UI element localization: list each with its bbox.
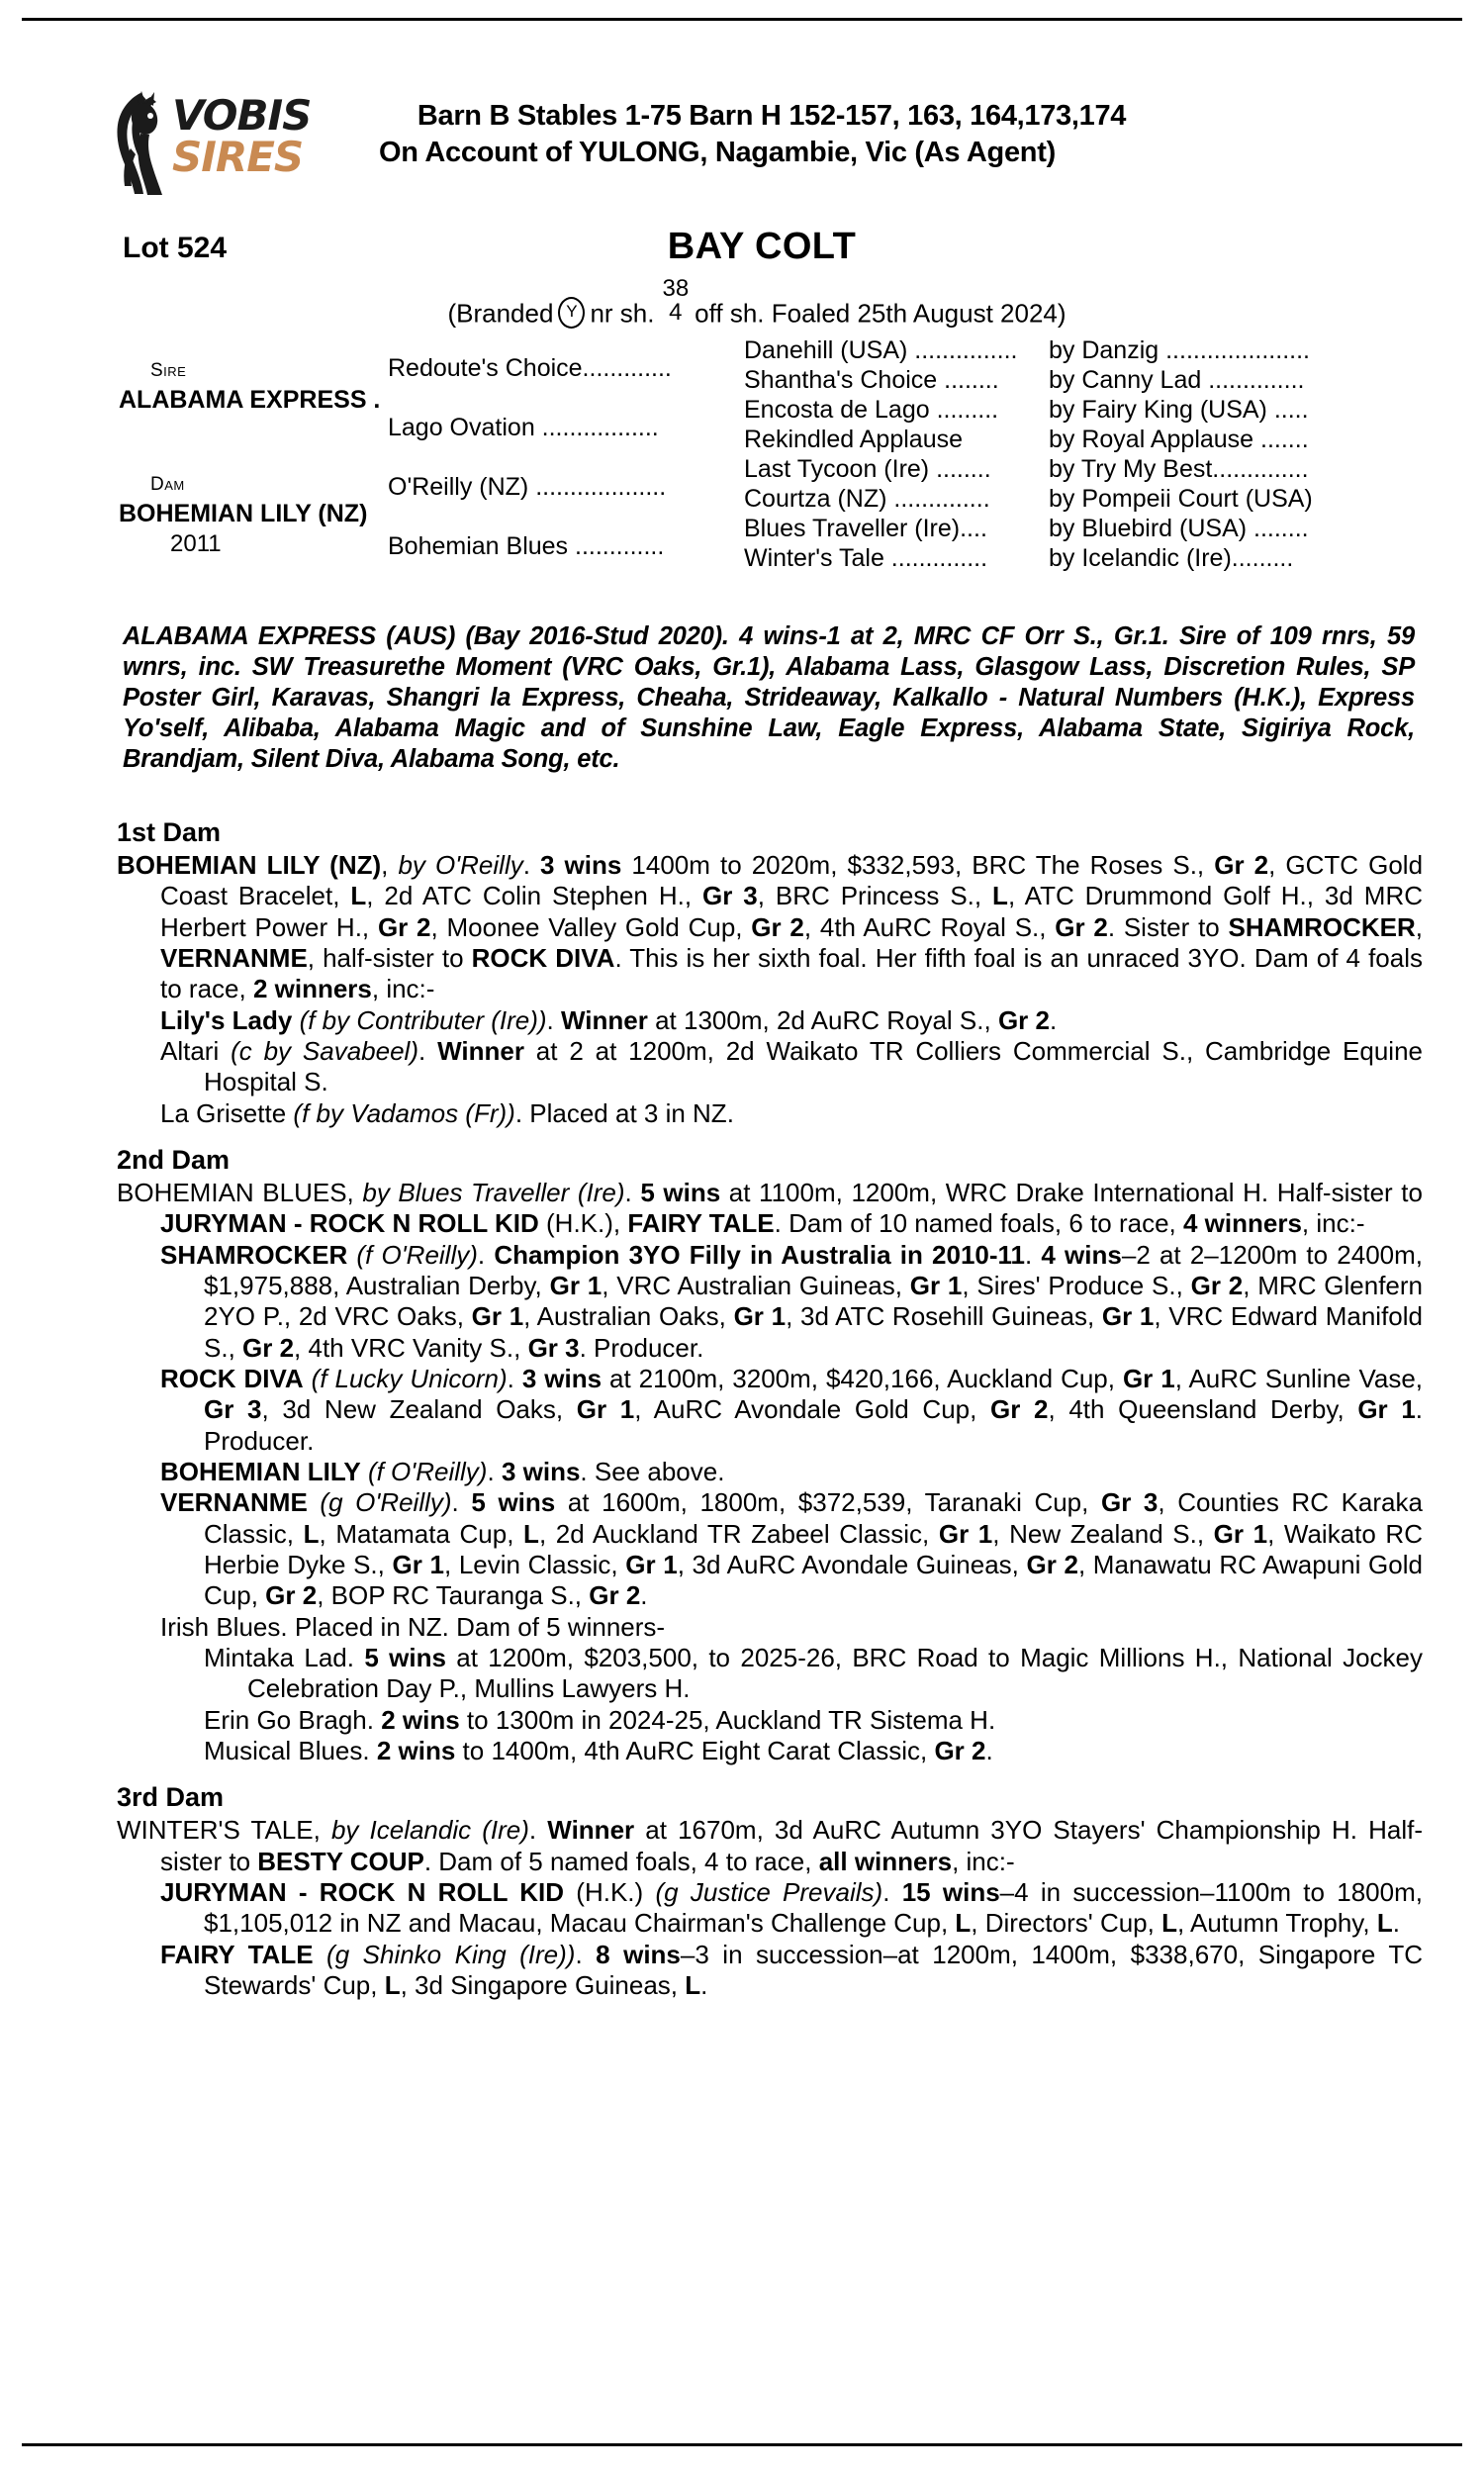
page-title: BAY COLT [667, 226, 857, 267]
pedigree-g3-4: Last Tycoon (Ire) ........ [744, 455, 991, 483]
logo-word-vobis: VOBIS [172, 91, 312, 140]
account-line: On Account of YULONG, Nagambie, Vic (As Agent) [379, 137, 1056, 169]
pedigree-entry: La Grisette (f by Vadamos (Fr)). Placed at 3 in NZ. [160, 1097, 734, 1128]
pedigree-g4-2: by Fairy King (USA) ..... [1049, 396, 1309, 424]
pedigree-entry: Lily's Lady (f by Contributer (Ire)). Winner at 1300m, 2d AuRC Royal S., Gr 2. [160, 1004, 1058, 1035]
pedigree-entry: VERNANME (g O'Reilly). 5 wins at 1600m, 1800m, $372,539, Taranaki Cup, Gr 3, Counties RC Karaka Classic, L, Matamata Cup, L, 2d Auckland TR Zabeel Classic, Gr 1, New Zealand S., Gr 1, Waikato RC Herbie Dyke S., Gr 1, Levin Classic, Gr 1, 3d AuRC Avondale Guineas, Gr 2, Manawatu RC Awapuni Gold Cup, Gr 2, BOP RC Tauranga S., Gr 2. [160, 1487, 1423, 1611]
pedigree-g2-3: Bohemian Blues ............. [388, 532, 665, 560]
lot-title-row [0, 226, 1484, 277]
pedigree-g4-3: by Royal Applause ....... [1049, 426, 1309, 453]
pedigree-entry: ROCK DIVA (f Lucky Unicorn). 3 wins at 2100m, 3200m, $420,166, Auckland Cup, Gr 1, AuRC Sunline Vase, Gr 3, 3d New Zealand Oaks, Gr 1, AuRC Avondale Gold Cup, Gr 2, 4th Queensland Derby, Gr 1. Producer. [160, 1363, 1424, 1456]
pedigree-g3-1: Shantha's Choice ........ [744, 366, 999, 394]
pedigree-g4-0: by Danzig ..................... [1049, 336, 1310, 364]
pedigree-entry: Mintaka Lad. 5 wins at 1200m, $203,500, to 2025-26, BRC Road to Magic Millions H., National Jockey Celebration Day P., Mullins Lawyers H. [204, 1642, 1423, 1704]
nr-sh-label: nr sh. [590, 298, 655, 329]
section-heading: 2nd Dam [117, 1144, 231, 1175]
section-heading: 3rd Dam [117, 1782, 225, 1813]
pedigree-entry: Erin Go Bragh. 2 wins to 1300m in 2024-25, Auckland TR Sistema H. [204, 1704, 996, 1735]
pedigree-g3-6: Blues Traveller (Ire).... [744, 515, 987, 542]
pedigree-entry: Altari (c by Savabeel). Winner at 2 at 1200m, 2d Waikato TR Colliers Commercial S., Cambridge Equine Hospital S. [160, 1035, 1423, 1097]
brand-fraction [662, 277, 689, 326]
barn-line: Barn B Stables 1-75 Barn H 152-157, 163, 164,173,174 [417, 100, 1127, 132]
pedigree-entry: BOHEMIAN BLUES, by Blues Traveller (Ire). 5 wins at 1100m, 1200m, WRC Drake International H. Half-sister to JURYMAN - ROCK N ROLL KID (H.K.), FAIRY TALE. Dam of 10 named foals, 6 to race, 4 winners, inc:- [117, 1177, 1423, 1239]
pedigree-g4-4: by Try My Best.............. [1049, 455, 1309, 483]
page-header [0, 91, 1484, 218]
brand-glyph-icon [558, 297, 585, 329]
top-rule [22, 18, 1462, 21]
brand-denominator: 4 [669, 299, 683, 327]
pedigree-g3-5: Courtza (NZ) .............. [744, 485, 990, 513]
pedigree-g3-2: Encosta de Lago ......... [744, 396, 999, 424]
pedigree-entry: Irish Blues. Placed in NZ. Dam of 5 winners- [160, 1611, 666, 1642]
pedigree-body [117, 817, 1423, 2001]
pedigree-entry: JURYMAN - ROCK N ROLL KID (H.K.) (g Justice Prevails). 15 wins–4 in succession–1100m to 1800m, $1,105,012 in NZ and Macau, Macau Chairman's Challenge Cup, L, Directors' Cup, L, Autumn Trophy, L. [160, 1876, 1423, 1939]
vobis-horse-icon [111, 89, 176, 196]
sire-name: ALABAMA EXPRESS . [119, 386, 381, 414]
logo-word-sires: SIRES [172, 133, 304, 181]
brand-numerator: 38 [662, 275, 690, 302]
pedigree-g3-7: Winter's Tale .............. [744, 544, 988, 572]
sire-summary-paragraph: ALABAMA EXPRESS (AUS) (Bay 2016-Stud 2020). 4 wins-1 at 2, MRC CF Orr S., Gr.1. Sire of 109 rnrs, 59 wnrs, inc. SW Treasurethe Moment (VRC Oaks, Gr.1), Alabama Lass, Glasgow Lass, Discretion Rules, SP Poster Girl, Karavas, Shangri la Express, Cheaha, Strideaway, Kalkallo - Natural Numbers (H.K.), Express Yo'self, Alibaba, Alabama Magic and of Sunshine Law, Eagle Express, Alabama State, Sigiriya Rock, Brandjam, Silent Diva, Alabama Song, etc. [123, 622, 1415, 774]
vobis-sires-logo [111, 87, 312, 198]
sire-label: Sire [150, 360, 187, 381]
pedigree-g3-0: Danehill (USA) ............... [744, 336, 1018, 364]
pedigree-table [119, 336, 1405, 609]
pedigree-g4-1: by Canny Lad .............. [1049, 366, 1305, 394]
pedigree-g2-1: Lago Ovation ................. [388, 414, 659, 441]
pedigree-entry: BOHEMIAN LILY (NZ), by O'Reilly. 3 wins 1400m to 2020m, $332,593, BRC The Roses S., Gr 2, GCTC Gold Coast Bracelet, L, 2d ATC Colin Stephen H., Gr 3, BRC Princess S., L, ATC Drummond Golf H., 3d MRC Herbert Power H., Gr 2, Moonee Valley Gold Cup, Gr 2, 4th AuRC Royal S., Gr 2. Sister to SHAMROCKER, VERNANME, half-sister to ROCK DIVA. This is her sixth foal. Her fifth foal is an unraced 3YO. Dam of 4 foals to race, 2 winners, inc:- [117, 850, 1424, 1004]
pedigree-col-parents [119, 336, 381, 609]
pedigree-g4-5: by Pompeii Court (USA) [1049, 485, 1313, 513]
pedigree-g2-2: O'Reilly (NZ) ................... [388, 473, 667, 501]
pedigree-g4-6: by Bluebird (USA) ........ [1049, 515, 1309, 542]
lot-number: Lot 524 [123, 232, 228, 264]
brand-line [30, 275, 1484, 332]
pedigree-g2-0: Redoute's Choice............. [388, 354, 672, 382]
pedigree-entry: BOHEMIAN LILY (f O'Reilly). 3 wins. See above. [160, 1456, 725, 1486]
pedigree-g4-7: by Icelandic (Ire)......... [1049, 544, 1294, 572]
pedigree-g3-3: Rekindled Applause [744, 426, 963, 453]
dam-label: Dam [150, 474, 185, 495]
section-heading: 1st Dam [117, 817, 222, 847]
dam-year: 2011 [170, 530, 222, 557]
pedigree-entry: FAIRY TALE (g Shinko King (Ire)). 8 wins–3 in succession–at 1200m, 1400m, $338,670, Singapore TC Stewards' Cup, L, 3d Singapore Guineas, L. [160, 1939, 1423, 2000]
bottom-rule [22, 2443, 1462, 2446]
off-sh-label: off sh. Foaled 25th August 2024) [695, 298, 1067, 329]
branded-prefix: (Branded [447, 298, 554, 329]
pedigree-entry: SHAMROCKER (f O'Reilly). Champion 3YO Filly in Australia in 2010-11. 4 wins–2 at 2–1200m to 2400m, $1,975,888, Australian Derby, Gr 1, VRC Australian Guineas, Gr 1, Sires' Produce S., Gr 2, MRC Glenfern 2YO P., 2d VRC Oaks, Gr 1, Australian Oaks, Gr 1, 3d ATC Rosehill Guineas, Gr 1, VRC Edward Manifold S., Gr 2, 4th VRC Vanity S., Gr 3. Producer. [160, 1239, 1424, 1363]
dam-name: BOHEMIAN LILY (NZ) [119, 500, 368, 527]
pedigree-entry: WINTER'S TALE, by Icelandic (Ire). Winner at 1670m, 3d AuRC Autumn 3YO Stayers' Championship H. Half-sister to BESTY COUP. Dam of 5 named foals, 4 to race, all winners, inc:- [117, 1815, 1423, 1876]
pedigree-entry: Musical Blues. 2 wins to 1400m, 4th AuRC Eight Carat Classic, Gr 2. [204, 1735, 993, 1765]
